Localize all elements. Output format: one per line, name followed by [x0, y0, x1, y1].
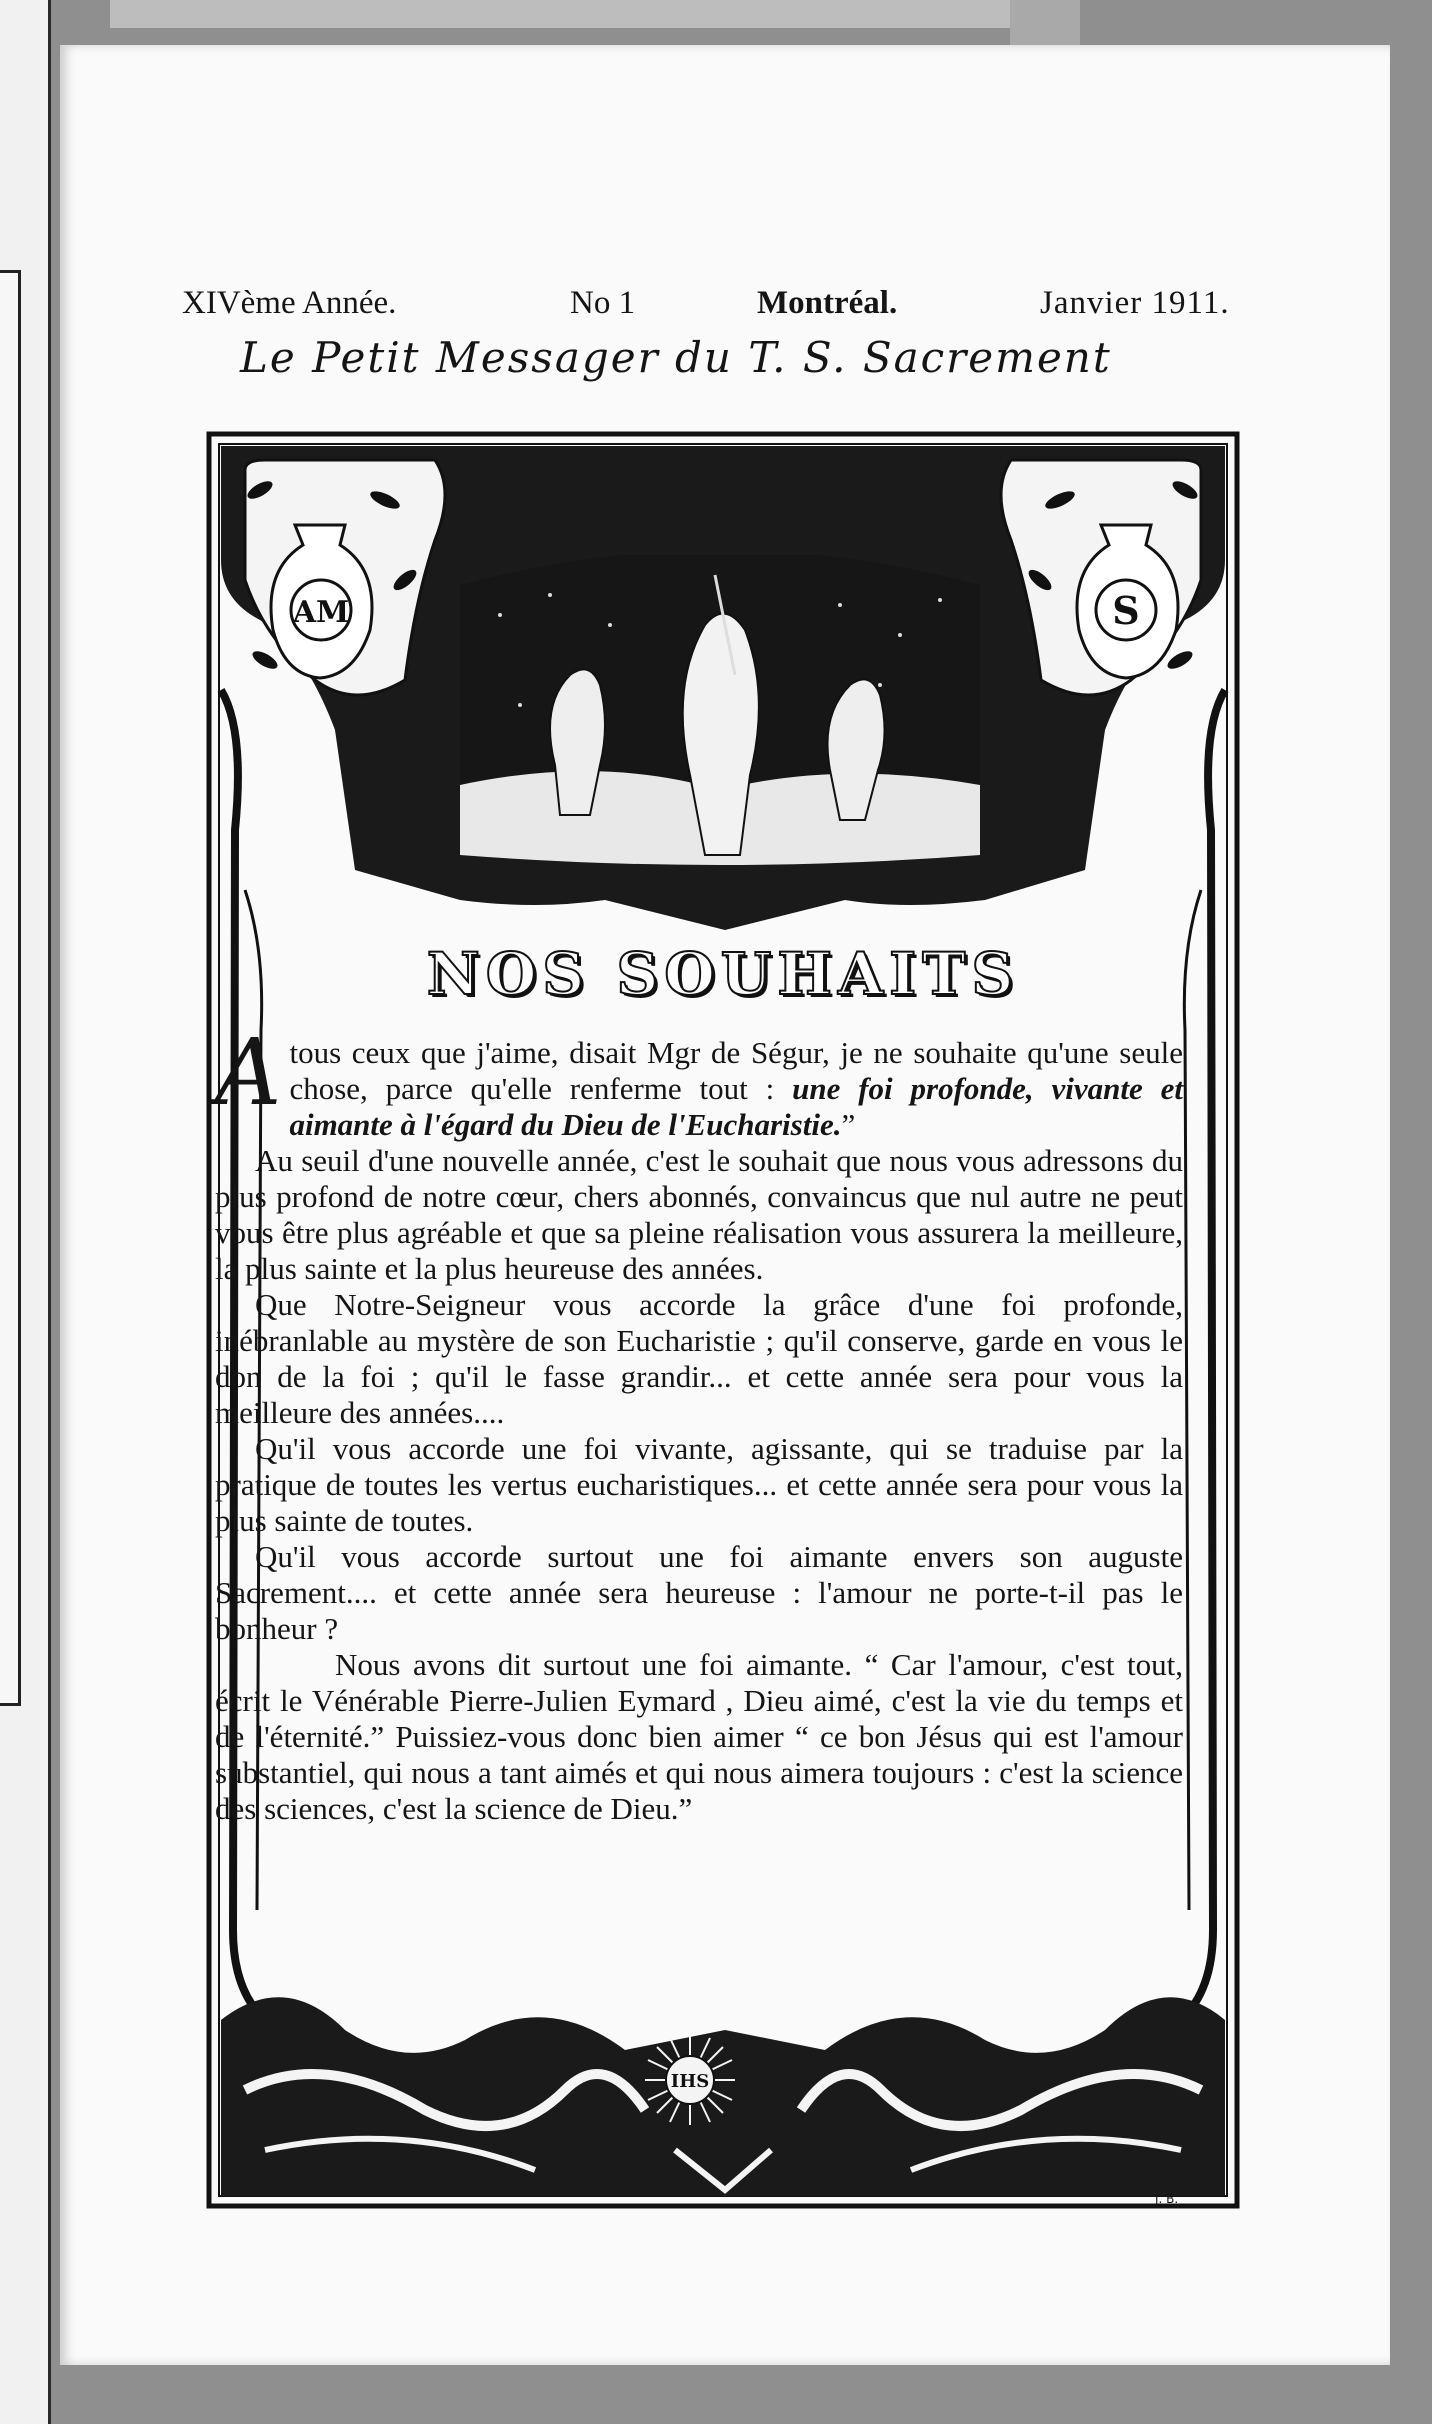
- issue-city: Montréal.: [757, 285, 898, 321]
- article-paragraph-3: Que Notre-Seigneur vous accorde la grâce d'une foi profonde, inébranlable au mystère de son Eucharistie ; qu'il conserve, garde en vous le don de la foi ; qu'il le fasse grandir... et cette année sera pour vous la meilleure des années....: [215, 1287, 1183, 1430]
- paragraph-1-lead: tous ceux que j'aime, disait Mgr de Ségur, je ne souhaite qu'une seule chose, parce qu'elle renferme tout :: [289, 1035, 1183, 1106]
- svg-text:S: S: [1112, 588, 1140, 633]
- ornamental-frame: [205, 430, 1241, 2210]
- adjacent-page-frame: [0, 270, 21, 1706]
- article-paragraph-1: [215, 1019, 1184, 1143]
- issue-date: Janvier 1911.: [1040, 285, 1230, 321]
- magazine-page: [60, 45, 1390, 2365]
- paragraph-1-emphasis: une foi profonde, vivante et aimante à l'égard du Dieu de l'Eucharistie.: [289, 1071, 1184, 1142]
- article-paragraph-2: Au seuil d'une nouvelle année, c'est le souhait que nous vous adressons du plus profond de notre cœur, chers abonnés, convaincus que nul autre ne peut vous être plus agréable et que sa pleine réalisation vous assurera la meilleure, la plus sainte et la plus heureuse des années.: [215, 1143, 1183, 1286]
- scan-edge-top: [110, 0, 1050, 28]
- issue-year: XIVème Année.: [182, 285, 397, 321]
- scan-edge-tab: [1010, 0, 1080, 50]
- article-title: NOS SOUHAITS: [426, 940, 1020, 1008]
- article-paragraph-5: Qu'il vous accorde surtout une foi aimante envers son auguste Sacrement.... et cette année sera heureuse : l'amour ne porte-t-il pas le bonheur ?: [215, 1539, 1183, 1646]
- adjacent-page-edge: [0, 0, 51, 2424]
- article-paragraph-6: Nous avons dit surtout une foi aimante. “ Car l'amour, c'est tout, écrit le Vénérable Pierre-Julien Eymard , Dieu aimé, c'est la vie du temps et de l'éternité.” Puissiez-vous donc bien aimer “ ce bon Jésus qui est l'amour substantiel, qui nous a tant aimés et qui nous aimera toujours : c'est la science des sciences, c'est la science de Dieu.”: [215, 1647, 1183, 1826]
- svg-text:AM: AM: [292, 595, 350, 630]
- masthead-title: Le Petit Messager du T. S. Sacrement: [240, 333, 1112, 382]
- paragraph-1-tail: ”: [841, 1107, 856, 1142]
- drop-cap: A: [215, 1019, 282, 1126]
- issue-header: [182, 285, 1292, 335]
- artist-signature: J. B.: [1155, 2192, 1179, 2206]
- article-paragraph-4: Qu'il vous accorde une foi vivante, agissante, qui se traduise par la pratique de toutes les vertus eucharistiques... et cette année sera pour vous la plus sainte de toutes.: [215, 1431, 1183, 1538]
- svg-text:IHS: IHS: [670, 2071, 710, 2092]
- magi-illustration: [460, 555, 980, 895]
- issue-number: No 1: [570, 285, 636, 321]
- article-body: [215, 1019, 1184, 1827]
- ihs-monstrance-icon: [645, 2035, 735, 2125]
